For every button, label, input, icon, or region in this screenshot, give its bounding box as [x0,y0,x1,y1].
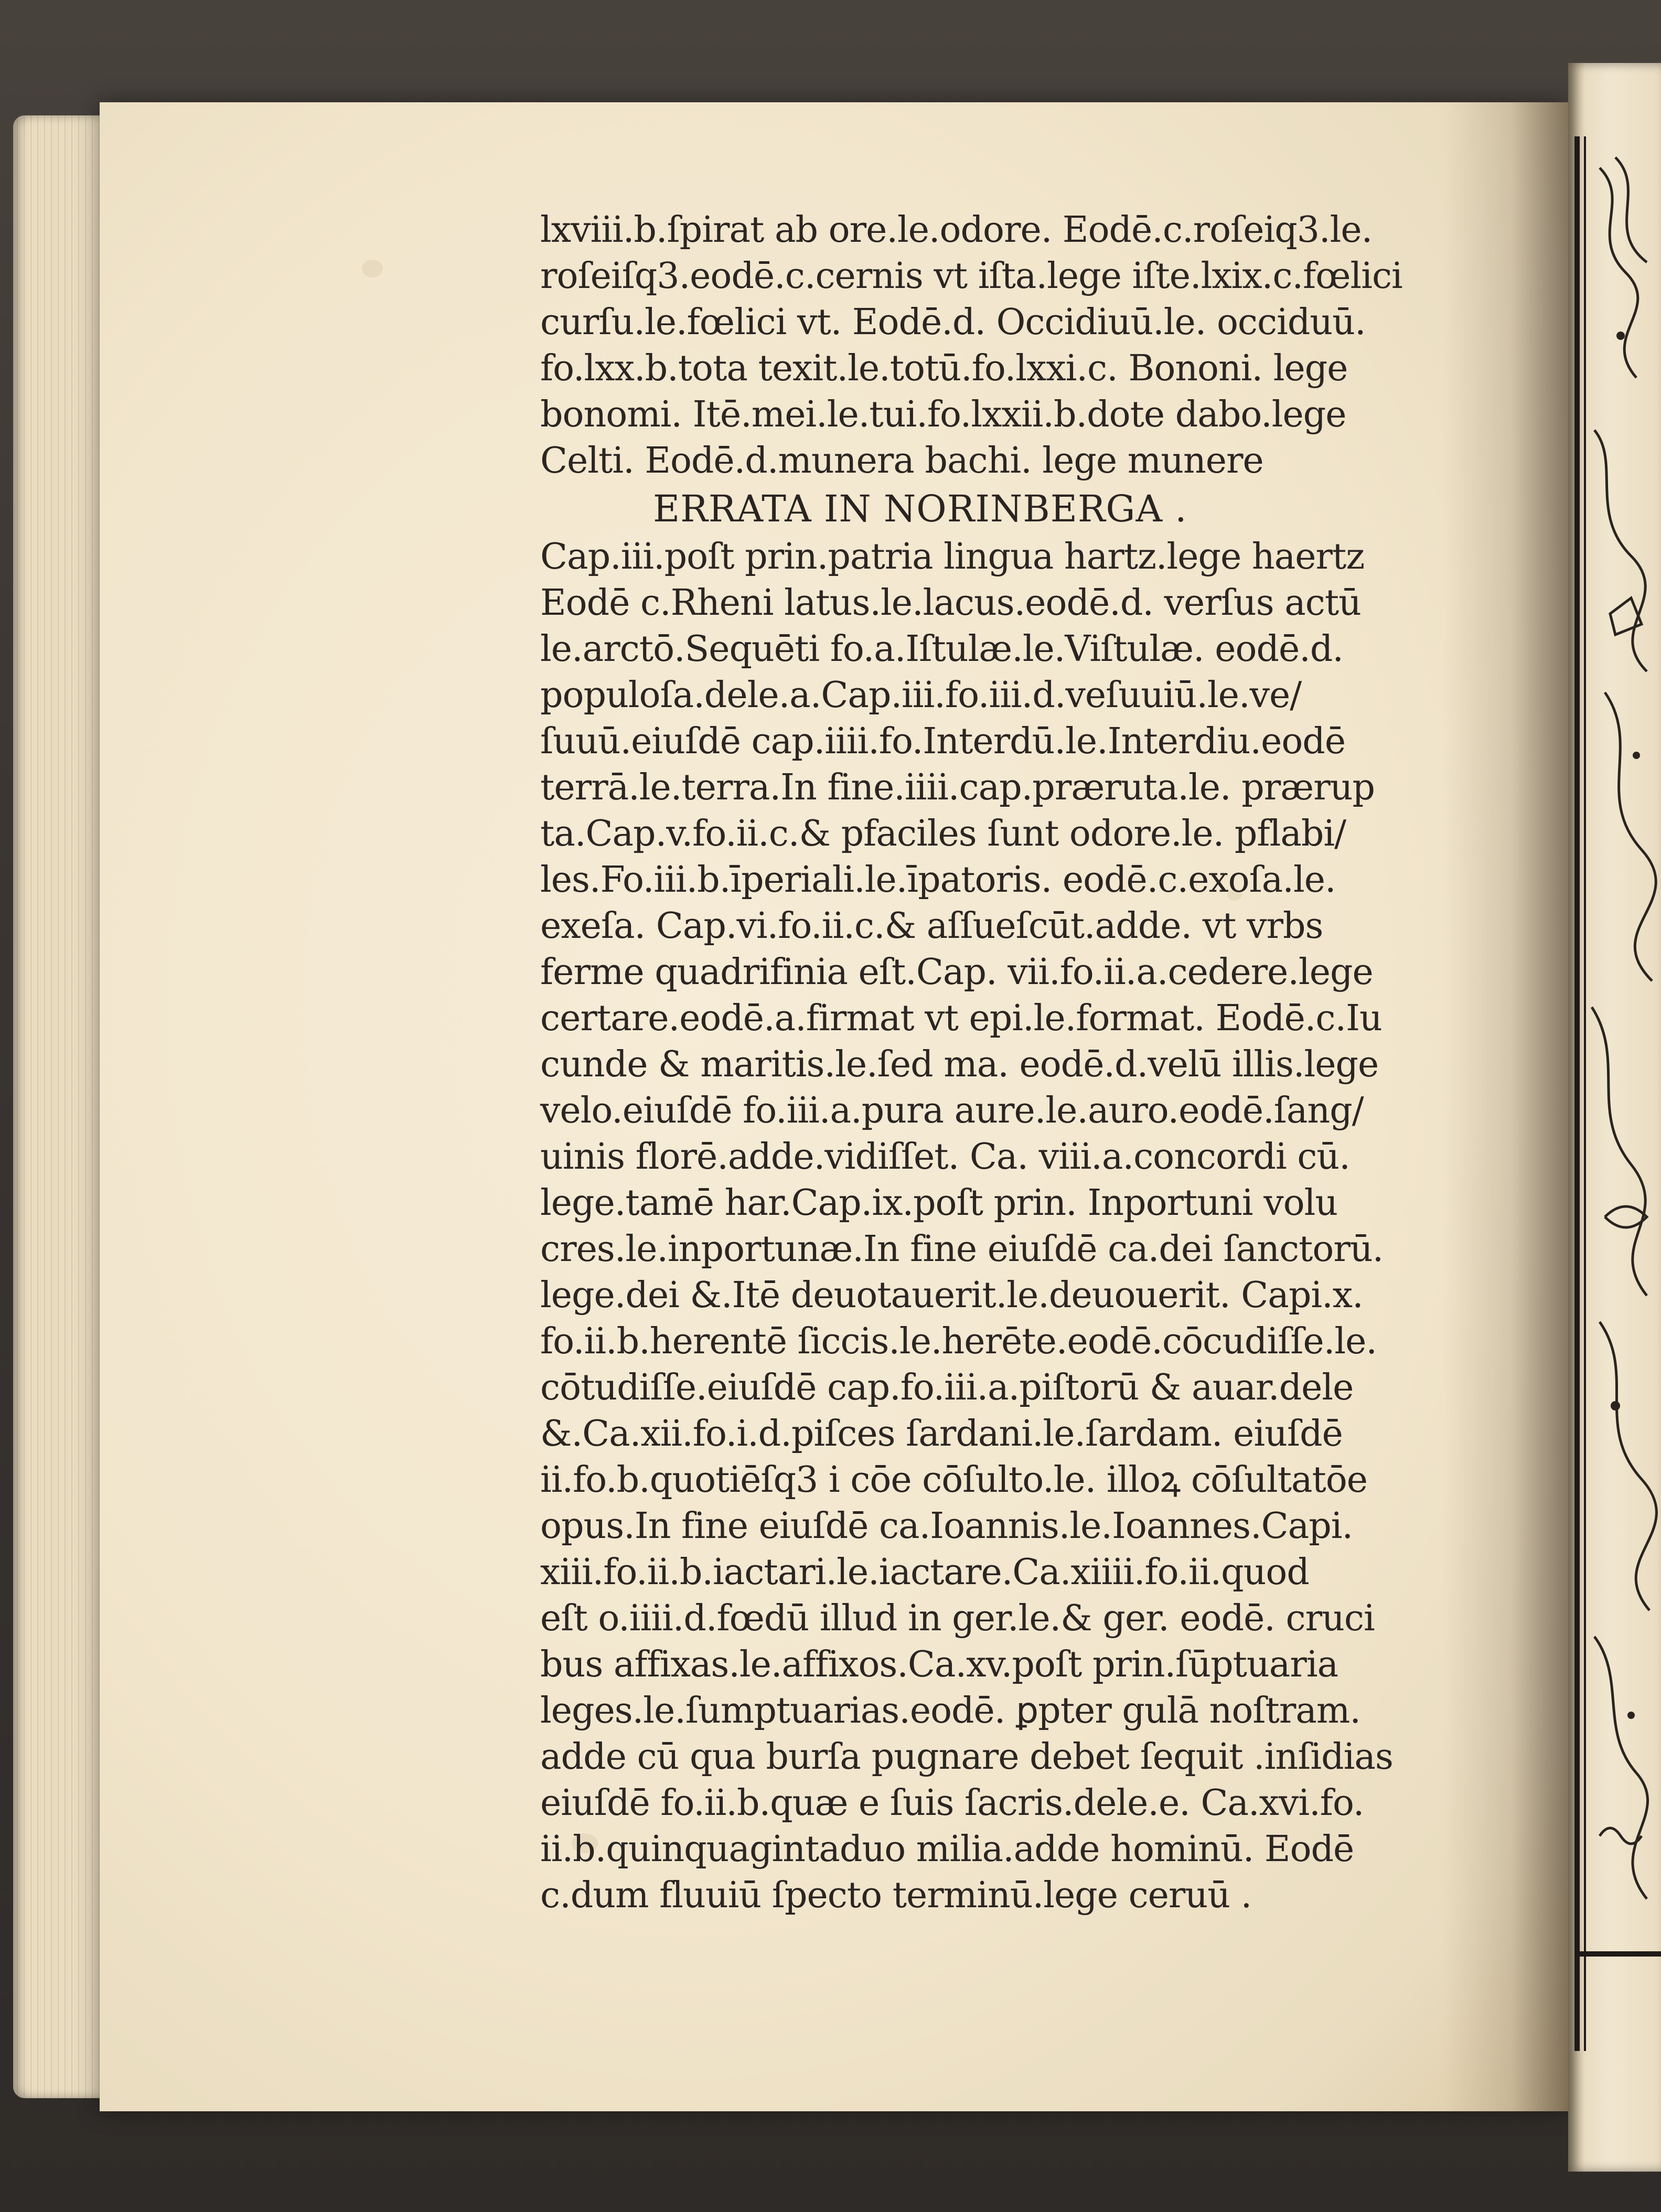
text-line: eiuſdē fo.ii.b.quæ e ſuis ſacris.dele.e. Ca.xvi.fo. [540,1782,1364,1824]
text-line: cōtudiſſe.eiuſdē cap.fo.iii.a.piſtorū & auar.dele [540,1367,1354,1408]
text-line: bonomi. Itē.mei.le.tui.fo.lxxii.b.dote dabo.lege [540,394,1346,435]
text-line: opus.In fine eiuſdē ca.Ioannis.le.Ioannes.Capi. [540,1505,1353,1547]
text-line: le.arctō.Sequēti fo.a.Iſtulæ.le.Viſtulæ. eodē.d. [540,628,1343,670]
text-line: uinis florē.adde.vidiſſet. Ca. viii.a.concordi cū. [540,1136,1350,1178]
text-line: Celti. Eodē.d.munera bachi. lege munere [540,440,1263,482]
text-line: bus affixas.le.affixos.Ca.xv.poſt prin.ſūptuaria [540,1644,1338,1685]
text-line: ii.b.quinquagintaduo milia.adde hominū. Eodē [540,1829,1354,1870]
text-line: cunde & maritis.le.ſed ma. eodē.d.velū illis.lege [540,1044,1379,1085]
text-line: eſt o.iiii.d.fœdū illud in ger.le.& ger. eodē. cruci [540,1598,1375,1639]
text-line: &.Ca.xii.fo.i.d.piſces ſardani.le.ſardam. eiuſdē [540,1413,1343,1455]
text-line: adde cū qua burſa pugnare debet ſequit .inſidias [540,1736,1393,1778]
section-heading: ERRATA IN NORINBERGA . [653,487,1187,530]
paper-spot [362,260,383,277]
text-line: fo.lxx.b.tota texit.le.totū.fo.lxxi.c. Bononi. lege [540,348,1348,389]
right-page-edge [1568,63,1661,2172]
text-line: ii.fo.b.quotiēſq3 i cōe cōſulto.le. illoꝝ cōſultatōe [540,1459,1368,1501]
text-line: Eodē c.Rheni latus.le.lacus.eodē.d. verſus actū [540,582,1361,624]
page-gutter-shadow [1442,102,1568,2111]
text-line: exeſa. Cap.vi.fo.ii.c.& aſſueſcūt.adde. vt vrbs [540,905,1323,947]
text-line: ſuuū.eiuſdē cap.iiii.fo.Interdū.le.Interdiu.eodē [540,721,1346,762]
text-line: certare.eodē.a.firmat vt epi.le.format. Eodē.c.Iu [540,998,1382,1039]
text-line: curſu.le.fœlici vt. Eodē.d. Occidiuū.le. occiduū. [540,302,1366,343]
text-line: c.dum fluuiū ſpecto terminū.lege ceruū . [540,1875,1252,1916]
text-line: lege.dei &.Itē deuotauerit.le.deuouerit. Capi.x. [540,1275,1363,1316]
text-line: les.Fo.iii.b.īperiali.le.īpatoris. eodē.c.exoſa.le. [540,859,1336,901]
text-line: leges.le.ſumptuarias.eodē. ꝑpter gulā noſtram. [540,1690,1360,1732]
text-line: fo.ii.b.herentē ſiccis.le.herēte.eodē.cōcudiſſe.le. [540,1321,1377,1362]
text-line: Cap.iii.poſt prin.patria lingua hartz.lege haertz [540,536,1365,578]
text-line: lege.tamē har.Cap.ix.poſt prin. Inportuni volu [540,1182,1338,1224]
errata-text-block [540,207,1402,1919]
text-line: ferme quadrifinia eſt.Cap. vii.fo.ii.a.cedere.lege [540,952,1373,993]
text-line: ta.Cap.v.fo.ii.c.& pfaciles ſunt odore.le. pflabi/ [540,813,1346,854]
text-line: roſeiſq3.eodē.c.cernis vt iſta.lege iſte.lxix.c.fœlici [540,255,1402,297]
woodcut-border-illustration [1568,63,1661,2172]
text-line: lxviii.b.ſpirat ab ore.le.odore. Eodē.c.roſeiq3.le. [540,209,1373,251]
text-line: xiii.fo.ii.b.iactari.le.iactare.Ca.xiiii.fo.ii.quod [540,1552,1309,1593]
text-line: cres.le.inportunæ.In fine eiuſdē ca.dei ſanctorū. [540,1228,1384,1270]
text-line: terrā.le.terra.In fine.iiii.cap.præruta.le. prærup [540,767,1375,808]
text-line: velo.eiuſdē fo.iii.a.pura aure.le.auro.eodē.ſang/ [540,1090,1364,1131]
text-line: populoſa.dele.a.Cap.iii.fo.iii.d.veſuuiū.le.ve/ [540,675,1302,716]
